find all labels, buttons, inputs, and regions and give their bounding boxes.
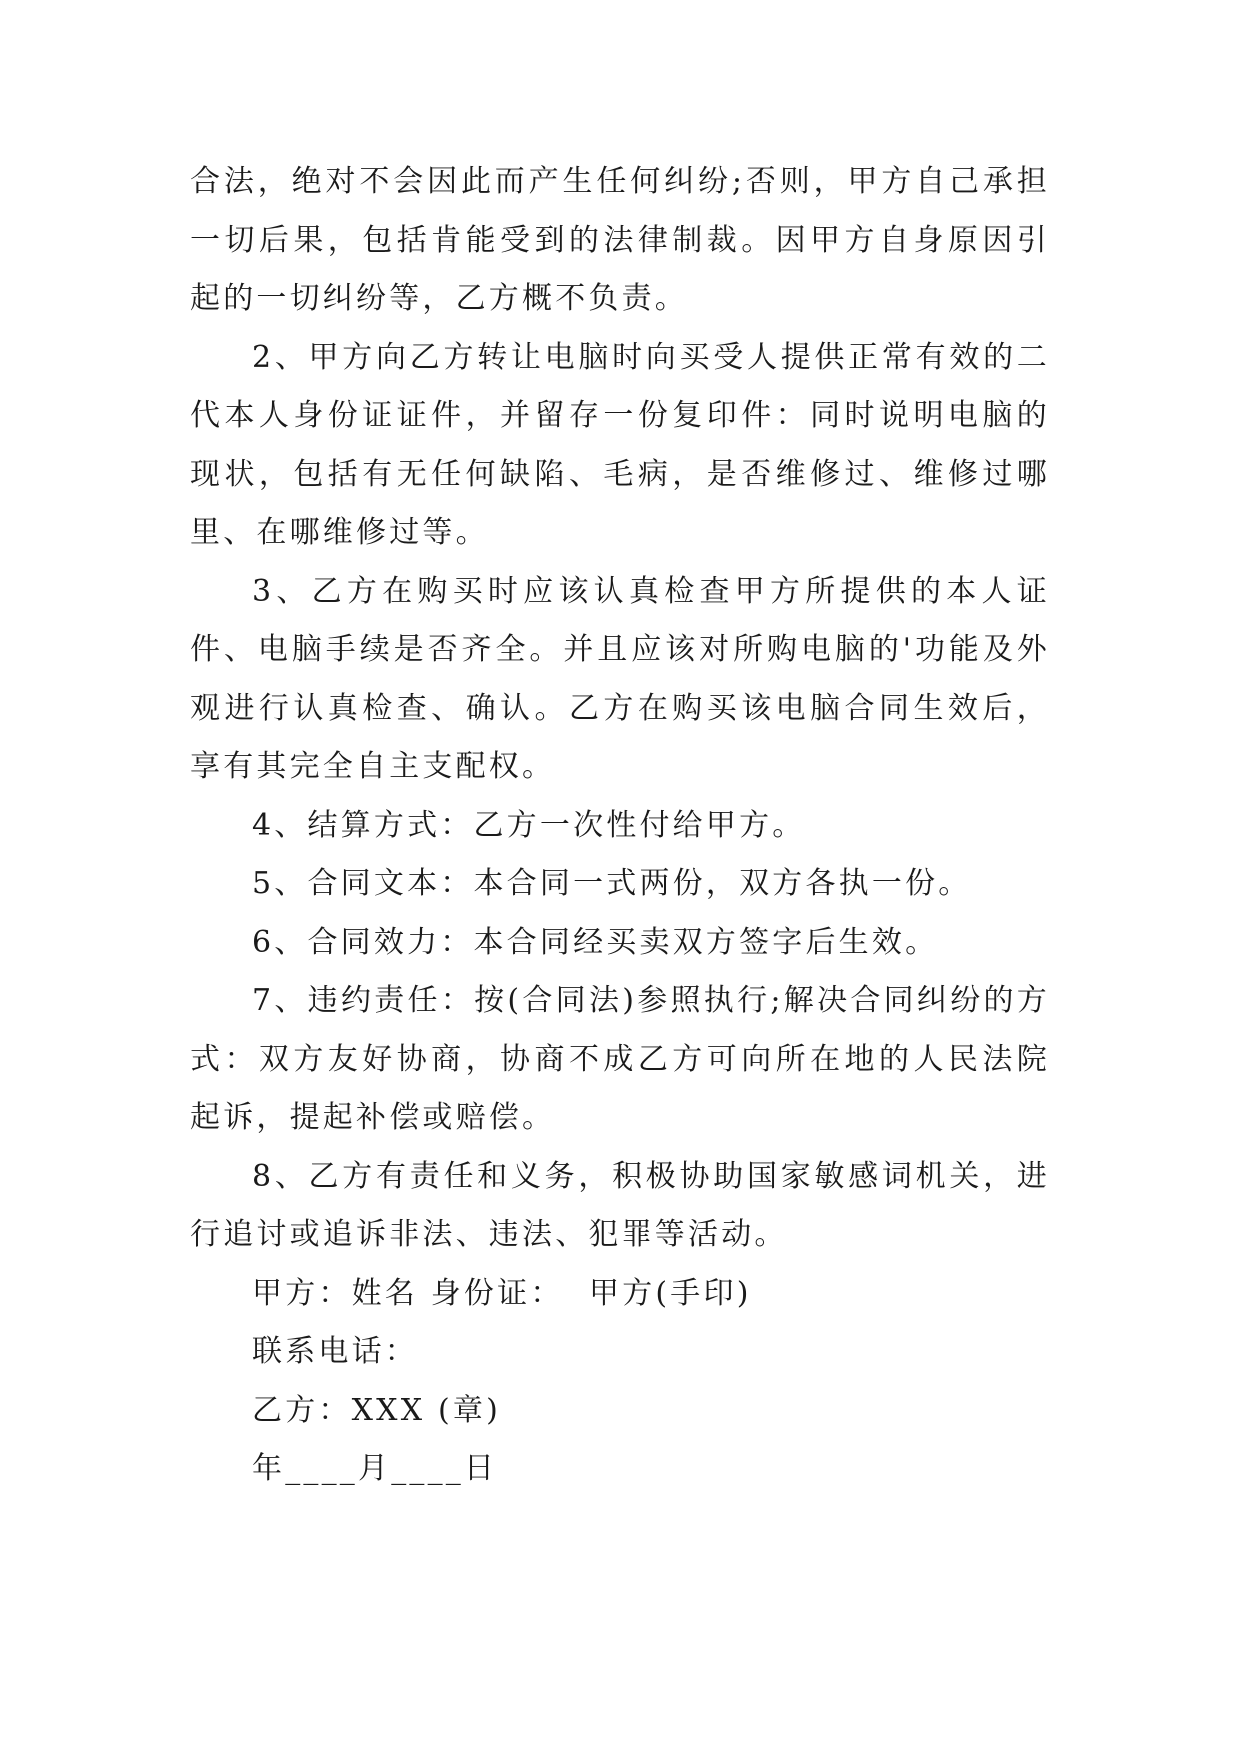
clause-5: 5、合同文本：本合同一式两份，双方各执一份。 bbox=[252, 866, 972, 901]
clause-3: 3、乙方在购买时应该认真检查甲方所提供的本人证件、电脑手续是否齐全。并且应该对所购电脑的'功能及外观进行认真检查、确认。乙方在购买该电脑合同生效后，享有其完全自主支配权。 bbox=[190, 573, 1050, 784]
clause-2: 2、甲方向乙方转让电脑时向买受人提供正常有效的二代本人身份证证件，并留存一份复印件：同时说明电脑的现状，包括有无任何缺陷、毛病，是否维修过、维修过哪里、在哪维修过等。 bbox=[190, 339, 1050, 550]
date-line: 年____月____日 bbox=[252, 1451, 498, 1486]
clause-4: 4、结算方式：乙方一次性付给甲方。 bbox=[252, 807, 806, 843]
paragraph-continuation: 合法，绝对不会因此而产生任何纠纷;否则，甲方自己承担一切后果，包括肯能受到的法律制裁。因甲方自身原因引起的一切纠纷等，乙方概不负责。 bbox=[190, 164, 1050, 316]
clause-7: 7、违约责任：按(合同法)参照执行;解决合同纠纷的方式：双方友好协商，协商不成乙方可向所在地的人民法院起诉，提起补偿或赔偿。 bbox=[190, 983, 1050, 1135]
clause-6: 6、合同效力：本合同经买卖双方签字后生效。 bbox=[252, 924, 939, 960]
party-a-signature-line: 甲方：姓名 身份证： 甲方(手印) bbox=[252, 1275, 752, 1311]
party-b-signature-line: 乙方：XXX (章) bbox=[252, 1392, 502, 1428]
contract-body bbox=[190, 153, 1050, 1499]
clause-8: 8、乙方有责任和义务，积极协助国家敏感词机关，进行追讨或追诉非法、违法、犯罪等活动。 bbox=[190, 1158, 1050, 1252]
contact-phone-line: 联系电话： bbox=[252, 1334, 418, 1369]
